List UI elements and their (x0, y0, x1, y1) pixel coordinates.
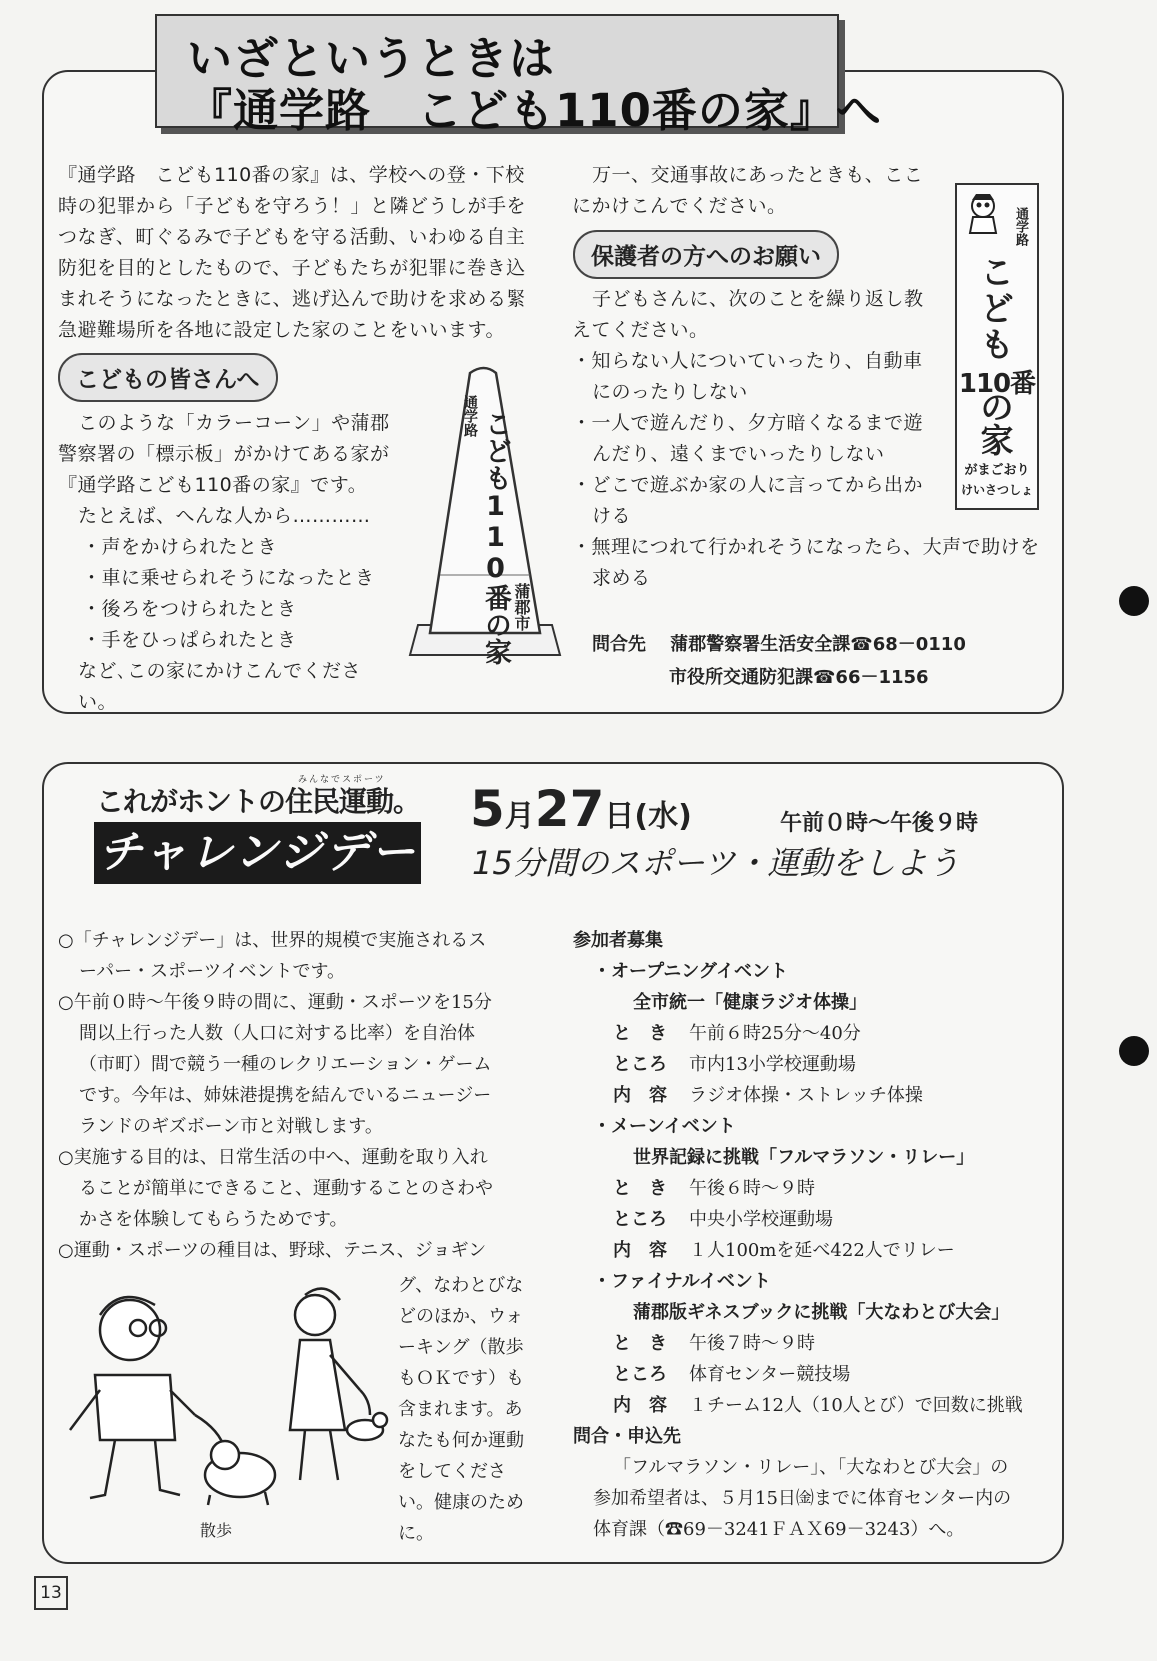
title-line-2: 『通学路 こども110番の家』へ (187, 84, 882, 137)
desc-line: ることが簡単にできること、運動することのさわや (79, 1178, 493, 1199)
kids-line: など､この家にかけこんでください。 (78, 660, 362, 713)
row-label: 内 容 (613, 1085, 667, 1106)
row-label: 内 容 (613, 1395, 667, 1416)
apply-line: 「フルマラソン・リレー」、「大なわとび大会」の (613, 1457, 1009, 1478)
cone-small-text: 通学路 (462, 395, 478, 437)
row-label: ところ (613, 1054, 667, 1075)
narrow-line: い。健康のため (398, 1492, 524, 1513)
narrow-line: なたも何か運動 (398, 1430, 524, 1451)
sign-big-text-2: 110番 (958, 369, 1036, 399)
parents-item: ・一人で遊んだり、夕方暗くなるまで遊 (572, 412, 924, 434)
parents-line: 子どもさんに、次のことを繰り返し教 (592, 288, 924, 310)
kids-line: ・声をかけられたとき (82, 536, 278, 558)
narrow-line: グ、なわとびな (398, 1275, 524, 1296)
contact-police: 蒲郡警察署生活安全課☎68－0110 (670, 634, 966, 655)
contact-label: 問合先 (592, 634, 646, 655)
desc-line: ランドのギズボーン市と対戦します。 (79, 1116, 383, 1137)
event-final-name: ・ファイナルイベント (593, 1271, 771, 1292)
row-value: 午前６時25分～40分 (689, 1023, 861, 1044)
kodomo-110-sign (955, 183, 1039, 510)
contact-cityhall: 市役所交通防犯課☎66－1156 (669, 667, 929, 688)
row-value: ラジオ体操・ストレッチ体操 (689, 1085, 923, 1106)
parents-item: ・知らない人についていったり、自動車 (572, 350, 923, 372)
row-label: ところ (613, 1364, 667, 1385)
kids-line: ・後ろをつけられたとき (82, 598, 297, 620)
parents-line: えてください。 (572, 319, 709, 341)
narrow-line: ーキング（散歩 (398, 1337, 524, 1358)
walking-illustration (60, 1280, 390, 1540)
sign-footer-2: けいさつしょ (960, 483, 1033, 497)
event-date (470, 780, 692, 838)
intro-line: 時の犯罪から「子どもを守ろう！」と隣どうしが手を (58, 195, 527, 217)
row-value: １人100mを延べ422人でリレー (689, 1240, 955, 1261)
row-value: 午後６時～９時 (689, 1178, 815, 1199)
event-main-place (573, 1204, 1053, 1235)
sign-big-text-3: の家 (980, 388, 1014, 460)
date-month-unit: 月 (504, 799, 535, 834)
section1-title-box (155, 14, 882, 137)
accident-line: にかけこんでください。 (572, 195, 787, 217)
page-number: 13 (34, 1576, 68, 1610)
narrow-line: 含まれます。あ (398, 1399, 523, 1420)
parents-heading: 保護者の方へのお願い (573, 230, 839, 279)
banner-line-1: これがホントの住民運動。 (96, 785, 421, 818)
accident-paragraph (572, 160, 952, 222)
desc-line: 間以上行った人数（人口に対する比率）を自治体 (79, 1023, 475, 1044)
police-mascot-icon (963, 191, 1003, 235)
date-day: 27 (534, 780, 605, 838)
intro-line: まれそうになったときに、逃げ込んで助けを求める緊 (58, 288, 527, 310)
intro-line: 防犯を目的としたもので、子どもたちが犯罪に巻き込 (58, 257, 526, 279)
kids-line: たとえば、へんな人から………… (78, 505, 371, 527)
desc-line: ○午前０時～午後９時の間に、運動・スポーツを15分 (58, 992, 492, 1013)
event-final-content (573, 1390, 1053, 1421)
kids-line: ・手をひっぱられたとき (82, 629, 297, 651)
intro-line: つなぎ、町ぐるみで子どもを守る活動、いわゆる自主 (58, 226, 526, 248)
event-opening-content (573, 1080, 1053, 1111)
event-final-time (573, 1328, 1053, 1359)
parents-item: ・どこで遊ぶか家の人に言ってから出か (572, 474, 924, 496)
apply-heading: 問合・申込先 (573, 1426, 681, 1447)
parents-item-cont: んだり、遠くまでいったりしない (592, 443, 885, 465)
kids-line: このような「カラーコーン」や蒲郡 (78, 412, 390, 434)
illustration-caption: 散歩 (200, 1521, 233, 1540)
event-opening-time (573, 1018, 1053, 1049)
row-label: ところ (613, 1209, 667, 1230)
kids-paragraph (58, 408, 398, 718)
event-final-sub: 蒲郡版ギネスブックに挑戦「大なわとび大会」 (633, 1302, 1010, 1323)
event-main-time (573, 1173, 1053, 1204)
sports-narrow-text (398, 1270, 548, 1549)
desc-line: ○実施する目的は、日常生活の中へ、運動を取り入れ (58, 1147, 488, 1168)
event-final-place (573, 1359, 1053, 1390)
kids-line: 『通学路こども110番の家』です。 (58, 474, 368, 496)
event-opening-name: ・オープニングイベント (593, 961, 788, 982)
event-opening-sub: 全市統一「健康ラジオ体操」 (633, 992, 867, 1013)
accident-line: 万一、交通事故にあったときも、ここ (592, 164, 924, 186)
color-cone-illustration (400, 365, 570, 675)
date-weekday: 日(水) (604, 799, 692, 834)
event-main-content (573, 1235, 1053, 1266)
sign-footer-1: がまごおり (964, 463, 1030, 478)
row-value: 体育センター競技場 (689, 1364, 851, 1385)
binder-hole-2 (1119, 1036, 1149, 1066)
binder-hole-1 (1119, 586, 1149, 616)
date-month: 5 (470, 780, 505, 838)
kids-line: 警察署の「標示板」がかけてある家が (58, 443, 390, 465)
desc-line: ○運動・スポーツの種目は、野球、テニス、ジョギン (58, 1240, 487, 1261)
parents-item-cont: 求める (592, 567, 651, 589)
row-value: 午後７時～９時 (689, 1333, 815, 1354)
apply-line: 体育課（☎69－3241ＦＡＸ69－3243）へ。 (593, 1519, 965, 1540)
desc-line: かさを体験してもらうためです。 (79, 1209, 348, 1230)
kids-heading: こどもの皆さんへ (58, 353, 278, 402)
desc-line: （市町）間で競う一種のレクリエーション・ゲーム (79, 1054, 492, 1075)
apply-line: 参加希望者は、５月15日㈮までに体育センター内の (593, 1488, 1012, 1509)
desc-line: ○「チャレンジデー」は、世界的規模で実施されるス (58, 930, 487, 951)
parents-item-cont: ける (592, 505, 632, 527)
title-line-1: いざというときは (187, 32, 556, 85)
intro-paragraph (58, 160, 548, 346)
sign-small-text: 通学路 (1013, 207, 1028, 246)
recruitment-block (573, 925, 1053, 1545)
event-main-name: ・メーンイベント (593, 1116, 736, 1137)
desc-line: ーパー・スポーツイベントです。 (79, 961, 346, 982)
intro-line: 急避難場所を各地に設定した家のことをいいます。 (58, 319, 505, 341)
intro-line: 『通学路 こども110番の家』は、学校への登・下校 (58, 164, 525, 186)
row-label: と き (613, 1333, 667, 1354)
event-time: 午前０時～午後９時 (780, 811, 979, 836)
banner-ruby: みんなでスポーツ (298, 775, 386, 785)
row-label: と き (613, 1023, 667, 1044)
contact-block (592, 628, 966, 694)
narrow-line: に。 (398, 1523, 434, 1544)
row-value: 中央小学校運動場 (689, 1209, 833, 1230)
narrow-line: もＯＫです）も (398, 1368, 524, 1389)
row-label: 内 容 (613, 1240, 667, 1261)
event-opening-place (573, 1049, 1053, 1080)
people-walking-dogs-icon (60, 1280, 390, 1510)
row-label: と き (613, 1178, 667, 1199)
banner-line-2: チャレンジデー (94, 822, 421, 884)
kids-line: ・車に乗せられそうになったとき (82, 567, 375, 589)
sign-big-text-1: こども (980, 253, 1014, 364)
narrow-line: どのほか、ウォ (398, 1306, 524, 1327)
cone-big-text: こども110番の家 (480, 410, 511, 665)
row-value: １チーム12人（10人とび）で回数に挑戦 (689, 1395, 1023, 1416)
parents-item-cont: にのったりしない (592, 381, 748, 403)
event-subtitle: 15分間のスポーツ・運動をしよう (472, 844, 960, 882)
recruit-heading: 参加者募集 (573, 930, 663, 951)
event-main-sub: 世界記録に挑戦「フルマラソン・リレー」 (633, 1147, 975, 1168)
row-value: 市内13小学校運動場 (689, 1054, 856, 1075)
cone-city-text: 蒲郡市 (512, 583, 531, 631)
desc-line: です。今年は、姉妹港提携を結んでいるニュージー (79, 1085, 492, 1106)
challenge-description (58, 925, 546, 1266)
narrow-line: をしてくださ (398, 1461, 506, 1482)
parents-item: ・無理につれて行かれそうになったら、大声で助けを (572, 536, 1040, 558)
